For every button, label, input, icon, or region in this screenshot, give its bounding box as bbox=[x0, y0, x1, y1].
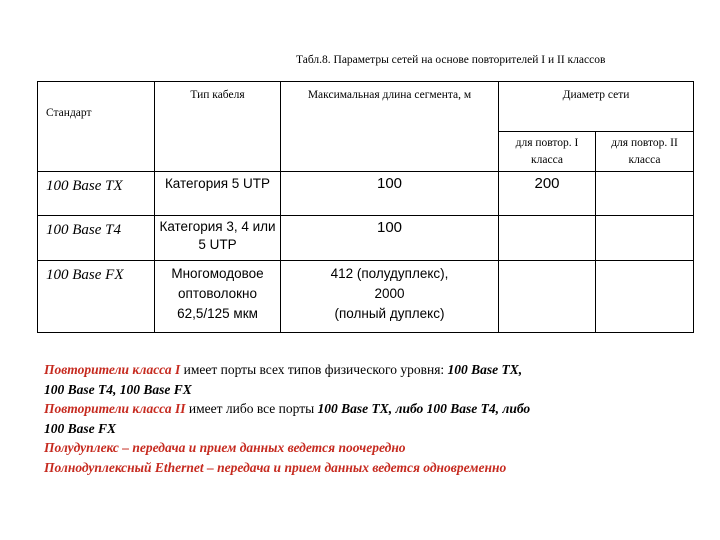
row-standard: 100 Base T4 bbox=[38, 216, 155, 261]
note-class1-italic: 100 Base TX, bbox=[447, 362, 523, 377]
table-row bbox=[38, 216, 694, 261]
header-diameter-class2: для повтор. II класса bbox=[596, 132, 694, 172]
header-standard bbox=[38, 82, 155, 172]
row-length: 100 bbox=[281, 216, 499, 261]
row-length-line2: 2000 bbox=[374, 286, 405, 301]
note-class1-text: имеет порты всех типов физического уровня: bbox=[180, 362, 448, 377]
note-class2-text: имеет либо все порты bbox=[185, 401, 318, 416]
table-row bbox=[38, 261, 694, 333]
row-class1 bbox=[499, 261, 596, 333]
header-standard-label: Стандарт bbox=[46, 107, 92, 119]
note-half-duplex: Полудуплекс – передача и прием данных ведется поочередно bbox=[44, 440, 406, 455]
row-cable: Категория 3, 4 или 5 UTP bbox=[155, 216, 281, 261]
row-class1 bbox=[499, 216, 596, 261]
note-class2-term: Повторители класса II bbox=[44, 401, 186, 416]
row-length-line3: (полный дуплекс) bbox=[334, 306, 445, 321]
parameters-table bbox=[37, 81, 694, 333]
table-row bbox=[38, 172, 694, 216]
note-full-duplex: Полнодуплексный Ethernet – передача и прием данных ведется одновременно bbox=[44, 459, 507, 475]
header-max-length: Максимальная длина сегмента, м bbox=[281, 82, 499, 172]
header-cable: Тип кабеля bbox=[155, 82, 281, 172]
row-length: 100 bbox=[281, 172, 499, 216]
note-class2 bbox=[44, 399, 684, 419]
note-class2-line2: 100 Base FX bbox=[44, 420, 117, 436]
row-class2 bbox=[596, 261, 694, 333]
row-length bbox=[281, 261, 499, 333]
note-class1 bbox=[44, 360, 684, 380]
row-cable: Многомодовое оптоволокно 62,5/125 мкм bbox=[155, 261, 281, 333]
row-class2 bbox=[596, 216, 694, 261]
note-class2-italic: 100 Base TX, либо 100 Base T4, либо bbox=[317, 401, 531, 416]
row-length-line1: 412 (полудуплекс), bbox=[330, 266, 449, 281]
table-caption: Табл.8. Параметры сетей на основе повторителей I и II классов bbox=[296, 54, 606, 66]
row-cable: Категория 5 UTP bbox=[155, 172, 281, 216]
note-class1-line2: 100 Base T4, 100 Base FX bbox=[44, 381, 192, 397]
header-diameter-class1: для повтор. I класса bbox=[499, 132, 596, 172]
row-class1: 200 bbox=[499, 172, 596, 216]
row-standard: 100 Base FX bbox=[38, 261, 155, 333]
notes-block bbox=[44, 360, 684, 477]
header-row bbox=[38, 82, 694, 132]
note-class1-term: Повторители класса I bbox=[44, 362, 181, 377]
header-diameter: Диаметр сети bbox=[499, 82, 694, 132]
row-standard: 100 Base TX bbox=[38, 172, 155, 216]
row-class2 bbox=[596, 172, 694, 216]
